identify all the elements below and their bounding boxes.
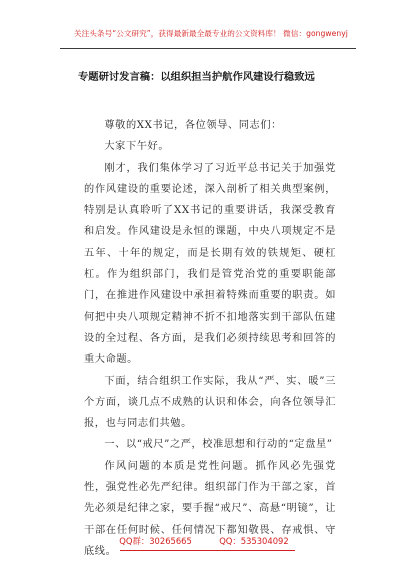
document-title: 专题研讨发言稿：以组织担当护航作风建设行稳致远 <box>78 71 315 83</box>
document-body <box>84 115 336 562</box>
body-paragraph: 刚才，我们集体学习了习近平总书记关于加强党的作风建设的重要论述，深入剖析了相关典型案例，特别是认真聆听了XX书记的重要讲话，我深受教育和启发。作风建设是永恒的课题，中央八项规定不是五年、十年的规定，而是长期有效的铁规矩、硬杠杠。作为组织部门，我们是管党治党的重要职能部门，在推进作风建设中承担着特殊而重要的职责。如何把中央八项规定精神不折不扣地落实到干部队伍建设的全过程、各方面，是我们必须持续思考和回答的重大命题。 <box>84 162 336 366</box>
qq-number[interactable]: QQ：535304092 <box>219 536 289 546</box>
body-paragraph: 下面，结合组织工作实际，我从“严、实、暖”三个方面，谈几点不成熟的认识和体会，向各位领导汇报，也与同志们共勉。 <box>84 375 336 430</box>
header-banner[interactable]: 关注头条号“公文研究”，获得最新最全最专业的公文资料库！ 微信：gongwenyj <box>74 29 348 38</box>
header-divider <box>60 48 356 49</box>
footer-underline <box>120 550 295 551</box>
greeting: 大家下午好。 <box>104 141 170 153</box>
body-paragraph: 作风问题的本质是党性问题。抓作风必先强党性，强党性必先严纪律。组织部门作为干部之家，首先必须是纪律之家，要手握“戒尺”、高悬“明镜”，让干部在任何时候、任何情况下都知敬畏、存戒惧、守底线。 <box>84 460 336 557</box>
salutation: 尊敬的XX书记，各位领导、同志们： <box>104 120 282 131</box>
section-heading: 一、以“戒尺”之严，校准思想和行动的“定盘星” <box>104 439 333 451</box>
footer-contact <box>0 535 408 547</box>
qq-group-number[interactable]: QQ群：30265665 <box>119 536 192 546</box>
